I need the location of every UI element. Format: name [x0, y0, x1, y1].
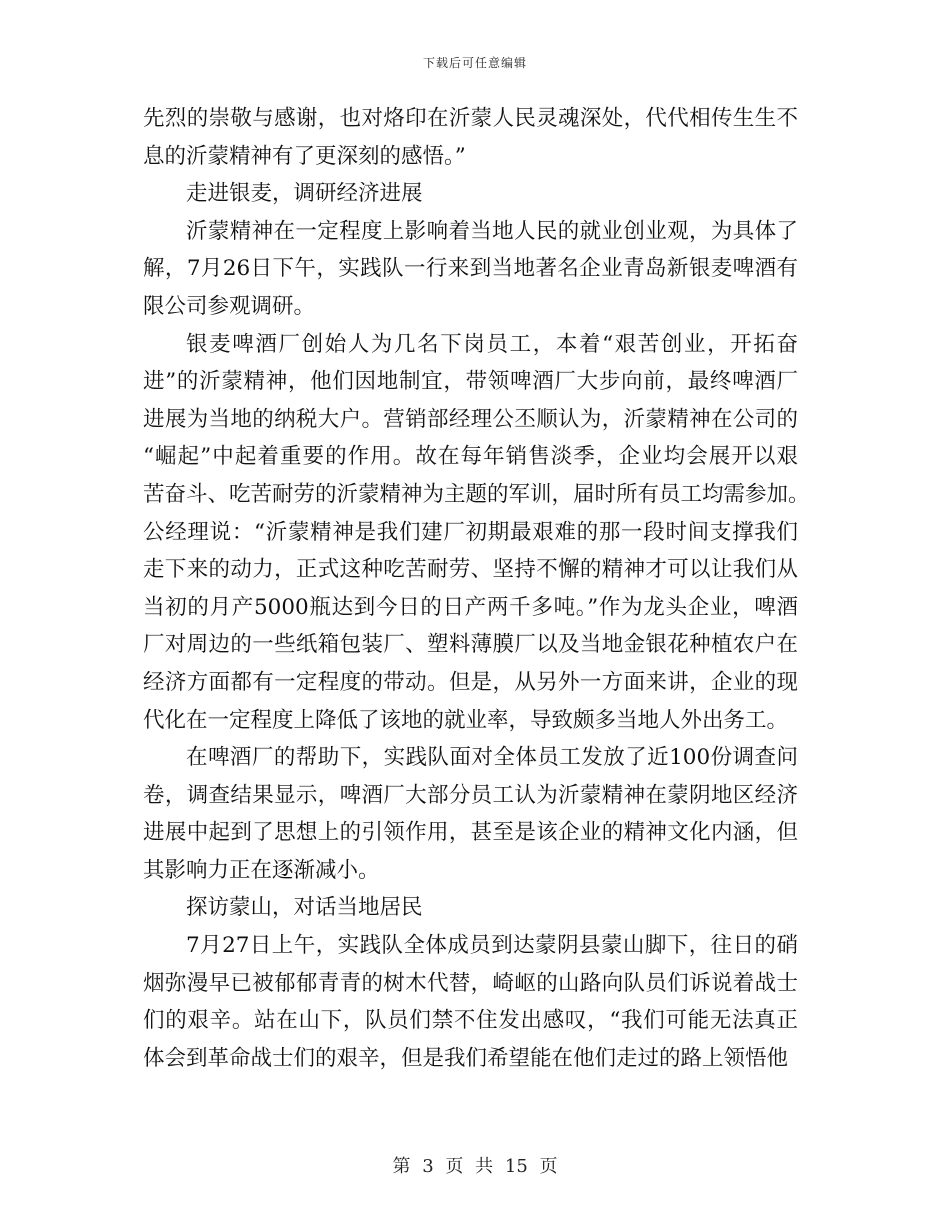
- text-line: 进展中起到了思想上的引领作用，甚至是该企业的精神文化内涵，但: [143, 820, 798, 846]
- text-line: 苦奋斗、吃苦耐劳的沂蒙精神为主题的军训，届时所有员工均需参加。: [143, 481, 810, 507]
- footer-total-unit: 页: [539, 1156, 558, 1177]
- text-line: 卷，调查结果显示，啤酒厂大部分员工认为沂蒙精神在蒙阴地区经济: [143, 782, 798, 808]
- text-line: 解，7月26日下午，实践队一行来到当地著名企业青岛新银麦啤酒有: [143, 256, 798, 282]
- footer-page-unit: 页: [445, 1156, 464, 1177]
- text-line: 其影响力正在逐渐减小。: [143, 857, 380, 883]
- text-line: 先烈的崇敬与感谢，也对烙印在沂蒙人民灵魂深处，代代相传生生不: [143, 106, 798, 131]
- text-line: 公经理说：“沂蒙精神是我们建厂初期最艰难的那一段时间支撑我们: [143, 519, 798, 545]
- text-line: 走进银麦，调研经济进展: [186, 181, 423, 207]
- text-line: 7月27日上午，实践队全体成员到达蒙阴县蒙山脚下，往日的硝: [186, 933, 798, 959]
- text-line: 在啤酒厂的帮助下，实践队面对全体员工发放了近100份调查问: [186, 745, 798, 771]
- document-body: [143, 100, 810, 1077]
- text-line: 体会到革命战士们的艰辛，但是我们希望能在他们走过的路上领悟他: [143, 1045, 789, 1071]
- text-line: 烟弥漫早已被郁郁青青的树木代替，崎岖的山路向队员们诉说着战士: [143, 970, 798, 996]
- text-line: 走下来的动力，正式这种吃苦耐劳、坚持不懈的精神才可以让我们从: [143, 557, 798, 583]
- text-line: 银麦啤酒厂创始人为几名下岗员工，本着“艰苦创业，开拓奋: [186, 331, 798, 357]
- footer-total-word: 共: [475, 1156, 494, 1177]
- text-line: 们的艰辛。站在山下，队员们禁不住发出感叹，“我们可能无法真正: [143, 1008, 798, 1034]
- text-line: 息的沂蒙精神有了更深刻的感悟。”: [143, 143, 466, 169]
- footer-current-page: 3: [422, 1156, 434, 1177]
- text-line: 限公司参观调研。: [143, 293, 316, 319]
- page-footer: [0, 1152, 950, 1178]
- footer-page-word: 第: [392, 1156, 411, 1177]
- text-line: 进”的沂蒙精神，他们因地制宜，带领啤酒厂大步向前，最终啤酒厂: [143, 369, 798, 395]
- text-line: “崛起”中起着重要的作用。故在每年销售淡季，企业均会展开以艰: [143, 444, 798, 470]
- text-line: 代化在一定程度上降低了该地的就业率，导致颇多当地人外出务工。: [143, 707, 789, 733]
- text-line: 厂对周边的一些纸箱包装厂、塑料薄膜厂以及当地金银花种植农户在: [143, 632, 798, 658]
- page-header: 下载后可任意编辑: [422, 56, 527, 70]
- footer-total-pages: 15: [504, 1156, 528, 1177]
- text-line: 探访蒙山，对话当地居民: [186, 895, 423, 921]
- text-line: 沂蒙精神在一定程度上影响着当地人民的就业创业观，为具体了: [186, 218, 798, 244]
- text-line: 进展为当地的纳税大户。营销部经理公丕顺认为，沂蒙精神在公司的: [143, 406, 798, 432]
- text-line: 经济方面都有一定程度的带动。但是，从另外一方面来讲，企业的现: [143, 669, 798, 695]
- text-line: 当初的月产5000瓶达到今日的日产两千多吨。”作为龙头企业，啤酒: [143, 594, 798, 620]
